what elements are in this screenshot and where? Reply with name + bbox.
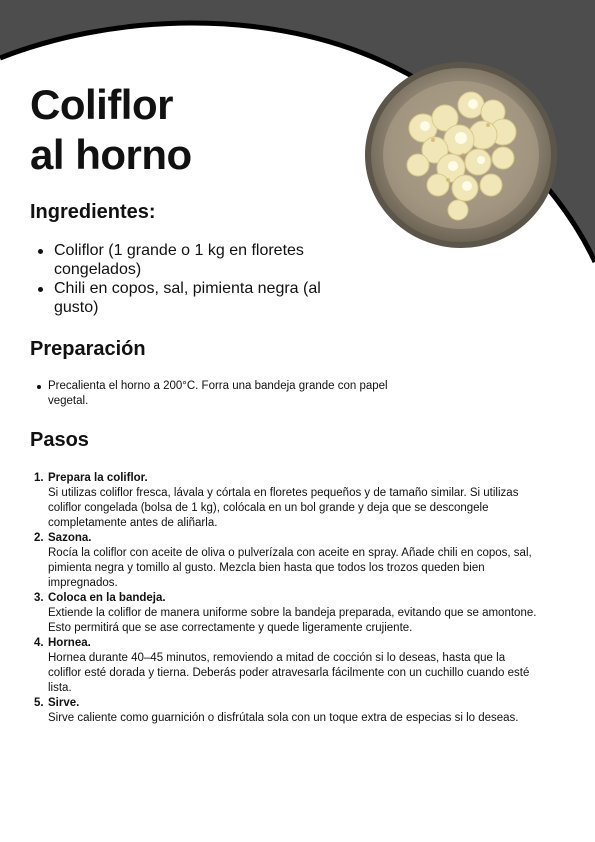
step-number: 4. (34, 637, 44, 649)
step-title: Prepara la coliflor. (48, 472, 148, 484)
step-body: Extiende la coliflor de manera uniforme sobre la bandeja preparada, evitando que se amontone. Esto permitirá que se ase correctamente y quede ligeramente crujiente. (48, 607, 537, 634)
step-title: Hornea. (48, 637, 91, 649)
step-number: 2. (34, 532, 44, 544)
step-number: 5. (34, 697, 44, 709)
step-title: Coloca en la bandeja. (48, 592, 166, 604)
preparation-item: Precalienta el horno a 200°C. Forra una bandeja grande con papel vegetal. (48, 379, 398, 409)
step-body: Rocía la coliflor con aceite de oliva o pulverízala con aceite en spray. Añade chili en copos, sal, pimienta negra y tomillo al gusto. Mezcla bien hasta que todos los trozos queden bien impregnados. (48, 547, 532, 589)
step-item (34, 471, 538, 531)
ingredients-list (54, 241, 354, 317)
step-item (34, 696, 538, 726)
ingredient-item: Coliflor (1 grande o 1 kg en floretes congelados) (54, 241, 354, 279)
steps-heading: Pasos (30, 429, 89, 451)
preparation-list (48, 379, 398, 409)
step-item (34, 531, 538, 591)
title-line-2: al horno (30, 131, 192, 178)
title-line-1: Coliflor (30, 81, 173, 128)
step-number: 3. (34, 592, 44, 604)
ingredients-heading: Ingredientes: (30, 201, 156, 223)
step-number: 1. (34, 472, 44, 484)
step-body: Hornea durante 40–45 minutos, removiendo a mitad de cocción si lo deseas, hasta que la coliflor esté dorada y tierna. Deberás poder atravesarla fácilmente con un cuchillo cuando esté lista. (48, 652, 530, 694)
cauliflower-photo (363, 60, 559, 250)
steps-list (34, 471, 538, 726)
step-item (34, 636, 538, 696)
step-body: Si utilizas coliflor fresca, lávala y córtala en floretes pequeños y de tamaño similar. Si utilizas coliflor congelada (bolsa de 1 kg), colócala en un bol grande y deja que se descongele completamente antes de aliñarla. (48, 487, 519, 529)
step-title: Sirve. (48, 697, 80, 709)
preparation-heading: Preparación (30, 338, 146, 360)
page-title (30, 80, 192, 180)
step-body: Sirve caliente como guarnición o disfrútala sola con un toque extra de especias si lo deseas. (48, 712, 519, 724)
step-title: Sazona. (48, 532, 92, 544)
ingredient-item: Chili en copos, sal, pimienta negra (al gusto) (54, 279, 354, 317)
step-item (34, 591, 538, 636)
